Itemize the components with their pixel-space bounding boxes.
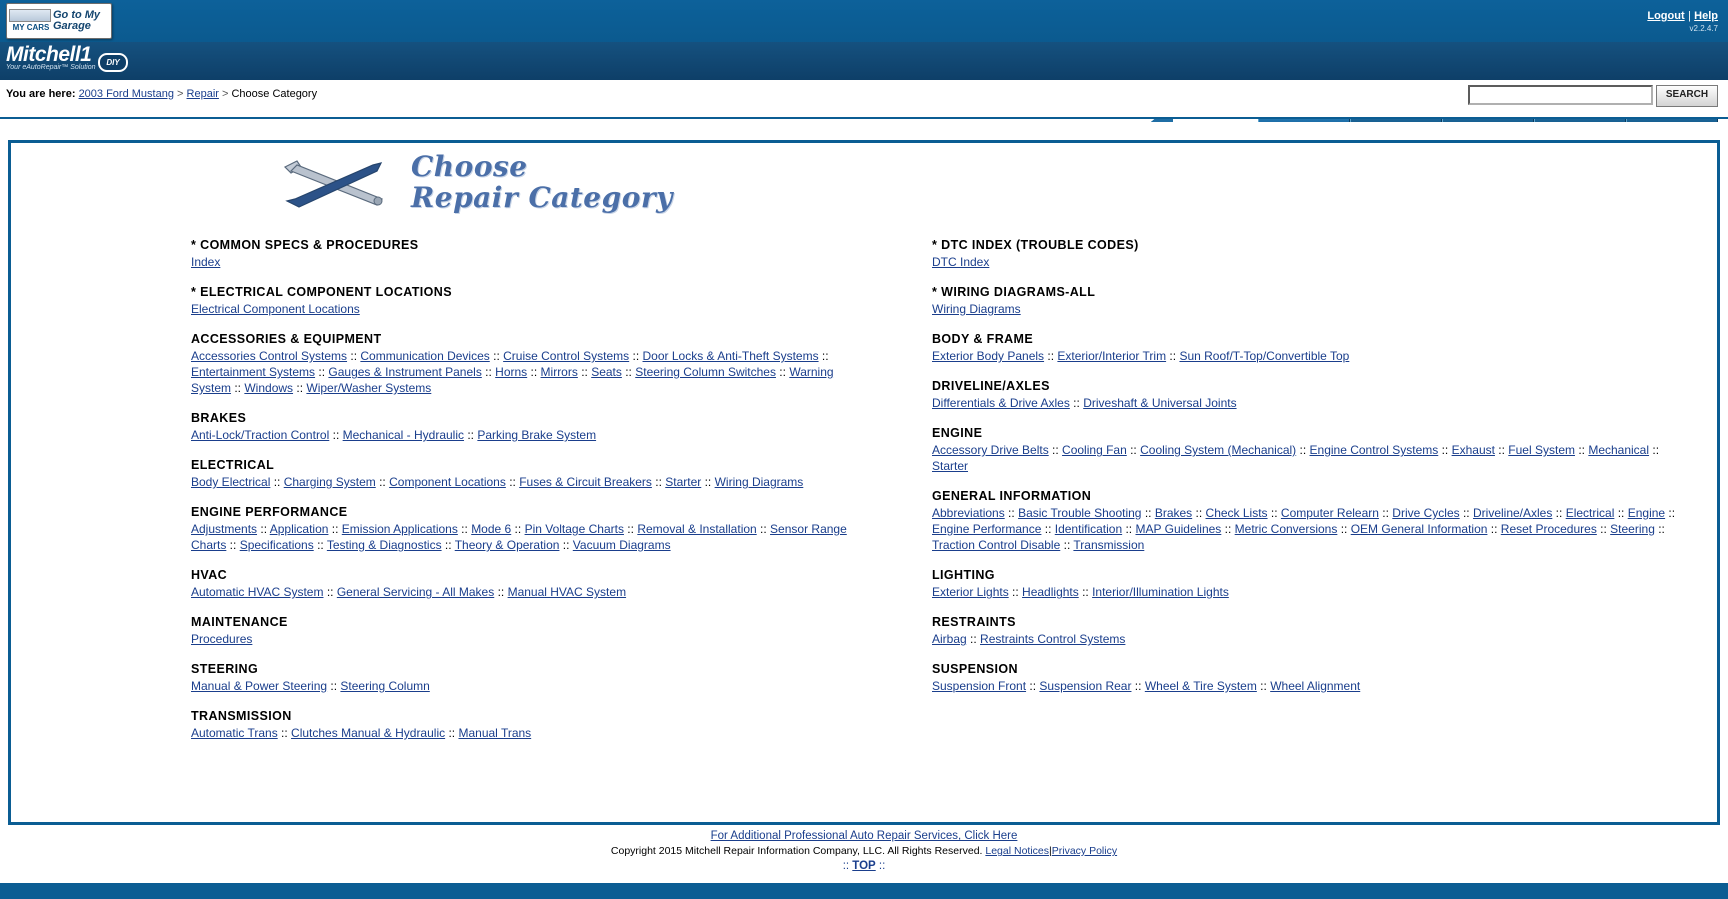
privacy-policy-link[interactable]: Privacy Policy (1051, 845, 1118, 857)
link-separator: :: (313, 538, 327, 552)
link-separator: :: (818, 349, 829, 363)
category-link[interactable]: Theory & Operation (454, 538, 560, 552)
breadcrumb-sep-1: > (177, 88, 184, 100)
category-link[interactable]: General Servicing - All Makes (336, 585, 495, 599)
category-link[interactable]: Manual HVAC System (507, 585, 627, 599)
category-link[interactable]: Fuel System (1508, 443, 1575, 457)
category-link[interactable]: Headlights (1022, 585, 1079, 599)
category-group-heading: GENERAL INFORMATION (932, 489, 1092, 503)
breadcrumb-prefix: You are here: (6, 88, 76, 100)
category-group-heading: MAINTENANCE (191, 615, 288, 629)
footer-pipe: | (1049, 845, 1052, 857)
category-link-list (191, 474, 864, 490)
top-prefix: :: (842, 860, 853, 872)
category-link[interactable]: Cooling Fan (1062, 443, 1127, 457)
right-column (864, 238, 1717, 756)
category-group-heading: ACCESSORIES & EQUIPMENT (191, 332, 382, 346)
category-group-heading: * COMMON SPECS & PROCEDURES (191, 238, 419, 252)
category-group (191, 662, 864, 694)
link-separator: :: (1267, 506, 1281, 520)
category-link-list (191, 301, 864, 317)
category-link[interactable]: Identification (1054, 522, 1123, 536)
category-link[interactable]: Electrical (1565, 506, 1615, 520)
link-separator: :: (1048, 443, 1063, 457)
category-link[interactable]: Steering Column Switches (635, 365, 776, 379)
link-separator: :: (1131, 679, 1145, 693)
search-box (1468, 85, 1718, 107)
category-link[interactable]: Anti-Lock/Traction Control (191, 428, 330, 442)
category-link[interactable]: Engine (1627, 506, 1666, 520)
category-link-list (932, 301, 1697, 317)
link-separator: :: (293, 381, 307, 395)
category-group (191, 285, 864, 317)
category-group (932, 662, 1697, 694)
link-separator: :: (270, 475, 284, 489)
category-group (932, 426, 1697, 474)
category-link[interactable]: Suspension Front (932, 679, 1027, 693)
category-link[interactable]: Reset Procedures (1500, 522, 1597, 536)
breadcrumb-bar (0, 80, 1728, 119)
category-link-list (191, 348, 864, 396)
breadcrumb-vehicle-link[interactable]: 2003 Ford Mustang (78, 88, 174, 100)
link-separator: :: (1494, 443, 1509, 457)
category-link[interactable]: Airbag (932, 632, 967, 646)
category-link[interactable]: Vacuum Diagrams (572, 538, 671, 552)
link-separator: :: (1141, 506, 1155, 520)
category-link[interactable]: MAP Guidelines (1135, 522, 1222, 536)
category-link[interactable]: Wheel Alignment (1270, 679, 1361, 693)
brand-tagline: Your eAutoRepair™ Solution (6, 64, 96, 71)
category-group (191, 709, 864, 741)
category-link[interactable]: Starter (932, 459, 969, 473)
link-separator: :: (257, 522, 270, 536)
bottom-bar (0, 883, 1728, 899)
link-separator: :: (323, 585, 337, 599)
diy-badge: DIY (98, 53, 128, 72)
category-link-list (191, 678, 864, 694)
category-link-list (191, 427, 864, 443)
link-separator: :: (1337, 522, 1351, 536)
link-separator: :: (1008, 585, 1023, 599)
category-group-heading: * ELECTRICAL COMPONENT LOCATIONS (191, 285, 452, 299)
link-separator: :: (441, 538, 455, 552)
go-to-garage-label: Go to My Garage (53, 9, 101, 32)
category-link-list (191, 521, 864, 553)
category-link[interactable]: Computer Relearn (1280, 506, 1379, 520)
category-link[interactable]: Index (191, 255, 221, 269)
category-group (191, 615, 864, 647)
category-link[interactable]: Communication Devices (360, 349, 490, 363)
page-title (411, 151, 673, 213)
link-separator: :: (1296, 443, 1310, 457)
link-separator: :: (1069, 396, 1084, 410)
link-separator: :: (1654, 522, 1665, 536)
car-thumbnail-icon (9, 9, 51, 22)
category-link[interactable]: Entertainment Systems (191, 365, 316, 379)
category-group-heading: ENGINE (932, 426, 983, 440)
link-separator: :: (494, 585, 508, 599)
category-group (932, 489, 1697, 553)
link-separator: :: (1221, 522, 1235, 536)
category-link[interactable]: Wiper/Washer Systems (306, 381, 432, 395)
brand-name: Mitchell1 (6, 43, 92, 66)
link-separator: :: (1665, 506, 1676, 520)
category-group (932, 568, 1697, 600)
link-separator: :: (756, 522, 771, 536)
category-link[interactable]: Emission Applications (341, 522, 458, 536)
category-link-list (932, 254, 1697, 270)
link-separator: :: (226, 538, 240, 552)
category-group (191, 332, 864, 396)
category-group-heading: HVAC (191, 568, 228, 582)
category-link-list (932, 395, 1697, 411)
link-separator: :: (1078, 585, 1093, 599)
category-link[interactable]: Drive Cycles (1392, 506, 1460, 520)
link-separator: :: (1614, 506, 1628, 520)
link-separator: :: (315, 365, 329, 379)
category-link[interactable]: Driveline/Axles (1472, 506, 1553, 520)
my-cars-label: MY CARS (12, 23, 50, 32)
category-link[interactable]: Manual Trans (458, 726, 532, 740)
category-group (191, 568, 864, 600)
category-group-heading: RESTRAINTS (932, 615, 1016, 629)
link-separator: :: (1552, 506, 1566, 520)
link-separator: :: (527, 365, 541, 379)
topbar-separator: | (1687, 10, 1691, 22)
category-link-list (932, 584, 1697, 600)
link-separator: :: (445, 726, 459, 740)
professional-services-link[interactable]: For Additional Professional Auto Repair Services, Click Here (710, 830, 1018, 842)
category-link[interactable]: Manual & Power Steering (191, 679, 328, 693)
category-link[interactable]: Differentials & Drive Axles (932, 396, 1070, 410)
category-link[interactable]: Restraints Control Systems (980, 632, 1126, 646)
category-link[interactable]: Interior/Illumination Lights (1092, 585, 1229, 599)
category-link[interactable]: Adjustments (191, 522, 258, 536)
category-link[interactable]: Exterior Lights (932, 585, 1009, 599)
top-link[interactable]: TOP (852, 860, 876, 872)
page-title-line-1: Choose (411, 150, 528, 183)
category-link[interactable]: Cruise Control Systems (503, 349, 630, 363)
link-separator: :: (701, 475, 715, 489)
category-group-heading: ELECTRICAL (191, 458, 275, 472)
category-group (932, 615, 1697, 647)
link-separator: :: (559, 538, 573, 552)
link-separator: :: (375, 475, 390, 489)
category-link[interactable]: Transmission (1073, 538, 1145, 552)
link-separator: :: (621, 365, 636, 379)
breadcrumb-current: Choose Category (231, 88, 318, 100)
category-columns (11, 238, 1717, 756)
category-link-list (191, 584, 864, 600)
category-link[interactable]: Sun Roof/T-Top/Convertible Top (1179, 349, 1350, 363)
category-link-list (191, 254, 864, 270)
link-separator: :: (1126, 443, 1141, 457)
page-title-line-2: Repair Category (411, 181, 673, 214)
category-link[interactable]: Body Electrical (191, 475, 271, 489)
link-separator: :: (775, 365, 790, 379)
category-link[interactable]: DTC Index (932, 255, 990, 269)
category-link[interactable]: Engine Performance (932, 522, 1042, 536)
category-group-heading: BODY & FRAME (932, 332, 1034, 346)
top-bar-right (1647, 8, 1718, 33)
link-separator: :: (623, 522, 638, 536)
link-separator: :: (481, 365, 496, 379)
category-link[interactable]: Engine Control Systems (1309, 443, 1439, 457)
category-link[interactable]: Brakes (1154, 506, 1193, 520)
link-separator: :: (328, 522, 342, 536)
category-link-list (932, 348, 1697, 364)
category-link-list (932, 505, 1697, 553)
link-separator: :: (464, 428, 478, 442)
link-separator: :: (1004, 506, 1019, 520)
category-link[interactable]: Door Locks & Anti-Theft Systems (642, 349, 819, 363)
category-link[interactable]: Windows (244, 381, 294, 395)
link-separator: :: (329, 428, 343, 442)
category-group (191, 458, 864, 490)
category-group (191, 411, 864, 443)
category-group (932, 332, 1697, 364)
copyright-line (0, 845, 1728, 857)
link-separator: :: (327, 679, 341, 693)
category-group-heading: ENGINE PERFORMANCE (191, 505, 348, 519)
category-group (932, 285, 1697, 317)
category-link[interactable]: Seats (591, 365, 622, 379)
category-link[interactable]: Steering Column (340, 679, 430, 693)
page-header (11, 143, 1717, 233)
category-group (191, 505, 864, 553)
category-link[interactable]: Steering (1610, 522, 1655, 536)
category-link[interactable]: Accessories Control Systems (191, 349, 348, 363)
link-separator: :: (1378, 506, 1393, 520)
category-link[interactable]: Clutches Manual & Hydraulic (291, 726, 446, 740)
link-separator: :: (1649, 443, 1660, 457)
category-link[interactable]: Horns (495, 365, 528, 379)
category-link[interactable]: Mode 6 (471, 522, 512, 536)
my-cars-icon (9, 9, 53, 33)
category-link[interactable]: Cooling System (Mechanical) (1140, 443, 1297, 457)
category-group-heading: LIGHTING (932, 568, 995, 582)
link-separator: :: (1166, 349, 1180, 363)
breadcrumb (6, 88, 317, 100)
category-link[interactable]: Mirrors (540, 365, 578, 379)
breadcrumb-sep-2: > (221, 88, 229, 100)
category-link[interactable]: Exterior/Interior Trim (1057, 349, 1167, 363)
category-link-list (932, 631, 1697, 647)
copyright-text: Copyright 2015 Mitchell Repair Information Company, LLC. All Rights Reserved. (610, 845, 983, 857)
category-group-heading: DRIVELINE/AXLES (932, 379, 1050, 393)
link-separator: :: (1192, 506, 1206, 520)
wrench-screwdriver-icon (281, 157, 386, 212)
breadcrumb-repair-link[interactable]: Repair (186, 88, 219, 100)
link-separator: :: (505, 475, 520, 489)
category-link[interactable]: Fuses & Circuit Breakers (519, 475, 652, 489)
category-link[interactable]: Exterior Body Panels (932, 349, 1045, 363)
logo-bar (0, 42, 1728, 80)
category-link-list (191, 631, 864, 647)
category-group-heading: * WIRING DIAGRAMS-ALL (932, 285, 1096, 299)
category-link[interactable]: Exhaust (1451, 443, 1495, 457)
link-separator: :: (577, 365, 592, 379)
category-link[interactable]: Parking Brake System (477, 428, 597, 442)
category-link[interactable]: Removal & Installation (637, 522, 757, 536)
link-separator: :: (511, 522, 525, 536)
link-separator: :: (277, 726, 292, 740)
link-separator: :: (1026, 679, 1040, 693)
logout-link[interactable]: Logout (1647, 10, 1685, 22)
search-button[interactable]: SEARCH (1656, 85, 1718, 107)
top-suffix: :: (875, 860, 886, 872)
category-link[interactable]: Traction Control Disable (932, 538, 1061, 552)
category-link-list (932, 678, 1697, 694)
category-group-heading: SUSPENSION (932, 662, 1018, 676)
mitchell1-logo (6, 43, 120, 72)
category-group-heading: STEERING (191, 662, 259, 676)
category-link[interactable]: Basic Trouble Shooting (1018, 506, 1142, 520)
category-group-heading: BRAKES (191, 411, 247, 425)
category-link[interactable]: Automatic HVAC System (191, 585, 324, 599)
link-separator: :: (1041, 522, 1055, 536)
category-link[interactable]: OEM General Information (1350, 522, 1488, 536)
link-separator: :: (1596, 522, 1611, 536)
link-separator: :: (1256, 679, 1271, 693)
link-separator: :: (347, 349, 361, 363)
legal-notices-link[interactable]: Legal Notices (985, 845, 1049, 857)
link-separator: :: (651, 475, 666, 489)
category-link[interactable]: Electrical Component Locations (191, 302, 360, 316)
link-separator: :: (457, 522, 472, 536)
category-group (932, 379, 1697, 411)
category-link[interactable]: Metric Conversions (1234, 522, 1338, 536)
category-link[interactable]: Pin Voltage Charts (524, 522, 624, 536)
category-link[interactable]: Wheel & Tire System (1144, 679, 1257, 693)
back-to-top (0, 860, 1728, 872)
link-separator: :: (1574, 443, 1589, 457)
category-link[interactable]: Check Lists (1205, 506, 1268, 520)
category-link[interactable]: Mechanical (1588, 443, 1650, 457)
category-link[interactable]: Automatic Trans (191, 726, 278, 740)
left-column (11, 238, 864, 756)
link-separator: :: (1438, 443, 1452, 457)
category-link[interactable]: Warning System (191, 365, 834, 395)
my-cars-garage-button[interactable] (6, 3, 112, 39)
category-link[interactable]: Charging System (283, 475, 376, 489)
link-separator: :: (1459, 506, 1473, 520)
category-link[interactable]: Wiring Diagrams (932, 302, 1021, 316)
link-separator: :: (629, 349, 643, 363)
link-separator: :: (966, 632, 981, 646)
link-separator: :: (489, 349, 504, 363)
link-separator: :: (231, 381, 245, 395)
category-link[interactable]: Specifications (239, 538, 314, 552)
footer (0, 828, 1728, 883)
link-separator: :: (1060, 538, 1074, 552)
category-link[interactable]: Accessory Drive Belts (932, 443, 1049, 457)
category-group (191, 238, 864, 270)
category-link[interactable]: Mechanical - Hydraulic (342, 428, 465, 442)
content-panel (8, 140, 1720, 825)
category-link[interactable]: Wiring Diagrams (714, 475, 804, 489)
category-group-heading: TRANSMISSION (191, 709, 292, 723)
category-link[interactable]: Component Locations (389, 475, 506, 489)
category-link[interactable]: Application (269, 522, 329, 536)
link-separator: :: (1487, 522, 1501, 536)
search-input[interactable] (1468, 85, 1653, 105)
link-separator: :: (1122, 522, 1136, 536)
help-link[interactable]: Help (1694, 10, 1718, 22)
link-separator: :: (1044, 349, 1058, 363)
category-group (932, 238, 1697, 270)
category-link-list (191, 725, 864, 741)
version-label: v2.2.4.7 (1689, 24, 1718, 33)
category-link[interactable]: Suspension Rear (1039, 679, 1132, 693)
category-link[interactable]: Gauges & Instrument Panels (328, 365, 482, 379)
category-link-list (932, 442, 1697, 474)
category-link[interactable]: Procedures (191, 632, 253, 646)
category-link[interactable]: Starter (665, 475, 702, 489)
category-link[interactable]: Driveshaft & Universal Joints (1083, 396, 1237, 410)
category-link[interactable]: Abbreviations (932, 506, 1005, 520)
category-group-heading: * DTC INDEX (TROUBLE CODES) (932, 238, 1139, 252)
top-bar (0, 0, 1728, 42)
category-link[interactable]: Testing & Diagnostics (326, 538, 442, 552)
category-link[interactable]: Sensor Range Charts (191, 522, 847, 552)
